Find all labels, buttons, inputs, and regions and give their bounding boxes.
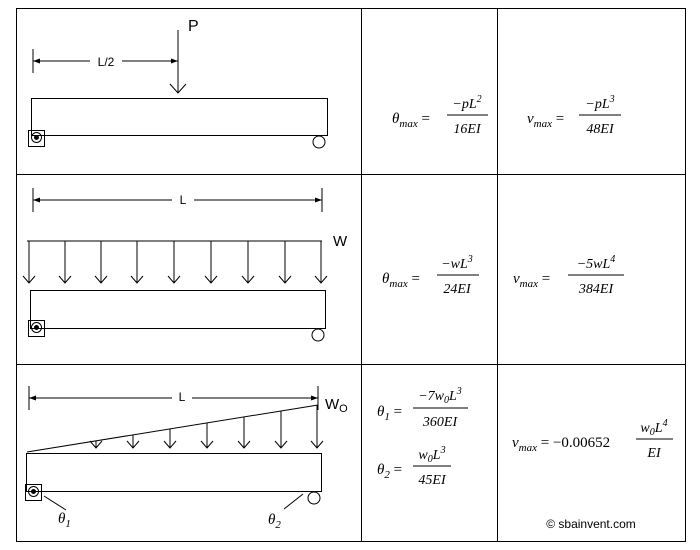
svg-text:24EI: 24EI bbox=[443, 282, 471, 297]
row-1-point-load-diagram bbox=[29, 18, 328, 148]
svg-text:vmax =: $v_{max}$ = bbox=[513, 271, 551, 290]
svg-text:θmax =: $\theta_{max}$ = bbox=[382, 271, 420, 290]
beam bbox=[31, 291, 326, 329]
dimension-arrow-left bbox=[29, 396, 36, 401]
svg-text:vmax =: $v_{max}$ = bbox=[527, 111, 565, 130]
dimension-arrow-left bbox=[33, 59, 40, 64]
svg-text:384EI: 384EI bbox=[578, 282, 614, 297]
row-3-theta2-equation bbox=[377, 445, 451, 488]
row-3-theta1-equation bbox=[377, 386, 468, 430]
svg-text:θmax =: $\theta_{max}$ = bbox=[392, 111, 430, 130]
svg-text:w0L3: $w_0L^3$ bbox=[418, 445, 446, 465]
pin-support-icon bbox=[26, 485, 42, 501]
svg-text:θ2 =: $\theta_2$ = bbox=[377, 462, 403, 481]
svg-text:θ1 =: $\theta_1$ = bbox=[377, 404, 403, 423]
dimension-arrow-right bbox=[311, 396, 318, 401]
dimension-label-half-span: L/2 bbox=[97, 55, 115, 69]
dimension-line-span bbox=[29, 386, 318, 410]
triangular-load-arrows bbox=[90, 405, 323, 448]
dimension-arrow-right bbox=[171, 59, 178, 64]
distributed-load-arrows bbox=[23, 241, 327, 283]
svg-text:−pL3: $-pL^3$ bbox=[585, 94, 615, 112]
row-3-triangular-load-diagram bbox=[26, 386, 349, 531]
row-2-uniform-load-diagram bbox=[23, 188, 348, 341]
theta2-leader bbox=[284, 494, 303, 509]
dimension-arrow-left bbox=[33, 198, 40, 203]
svg-text:360EI: 360EI bbox=[422, 415, 458, 430]
svg-text:−5wL4: $-5wL^4$ bbox=[576, 254, 616, 272]
row-3-deflection-equation bbox=[512, 418, 673, 461]
svg-text:−wL3: $-wL^3$ bbox=[441, 254, 473, 272]
dimension-line-span bbox=[33, 188, 322, 212]
dimension-arrow-right bbox=[315, 198, 322, 203]
distributed-load-label: W bbox=[333, 233, 348, 250]
row-2-deflection-equation bbox=[513, 254, 624, 297]
copyright-text: © sbainvent.com bbox=[546, 517, 636, 531]
theta2-label: $\theta_2$ bbox=[268, 512, 281, 531]
beam bbox=[27, 454, 322, 492]
svg-text:vmax = −0.00652: $v_{max} = -0.00652$ bbox=[512, 435, 611, 454]
triangular-load-label: $W_O$ bbox=[325, 396, 348, 415]
dimension-label-span: L bbox=[178, 390, 186, 404]
row-1-rotation-equation bbox=[392, 94, 488, 137]
theta1-leader bbox=[44, 496, 66, 510]
svg-text:−pL2: $-pL^2$ bbox=[452, 94, 482, 112]
point-load-label: P bbox=[188, 18, 199, 35]
svg-text:45EI: 45EI bbox=[418, 473, 446, 488]
roller-support-icon bbox=[313, 136, 325, 148]
svg-text:48EI: 48EI bbox=[586, 122, 614, 137]
svg-text:w0L4: $w_0L^4$ bbox=[640, 418, 668, 438]
svg-text:−7w0L3: $-7w_0L^3$ bbox=[418, 386, 462, 406]
dimension-label-span: L bbox=[179, 193, 187, 207]
svg-text:16EI: 16EI bbox=[453, 122, 481, 137]
pin-support-icon bbox=[29, 131, 45, 147]
roller-support-icon bbox=[312, 329, 324, 341]
row-2-rotation-equation bbox=[382, 254, 479, 297]
roller-support-icon bbox=[308, 492, 320, 504]
svg-text:EI: EI bbox=[647, 446, 661, 461]
theta1-label: $\theta_1$ bbox=[58, 511, 71, 530]
beam bbox=[32, 99, 328, 136]
row-1-deflection-equation bbox=[527, 94, 621, 137]
